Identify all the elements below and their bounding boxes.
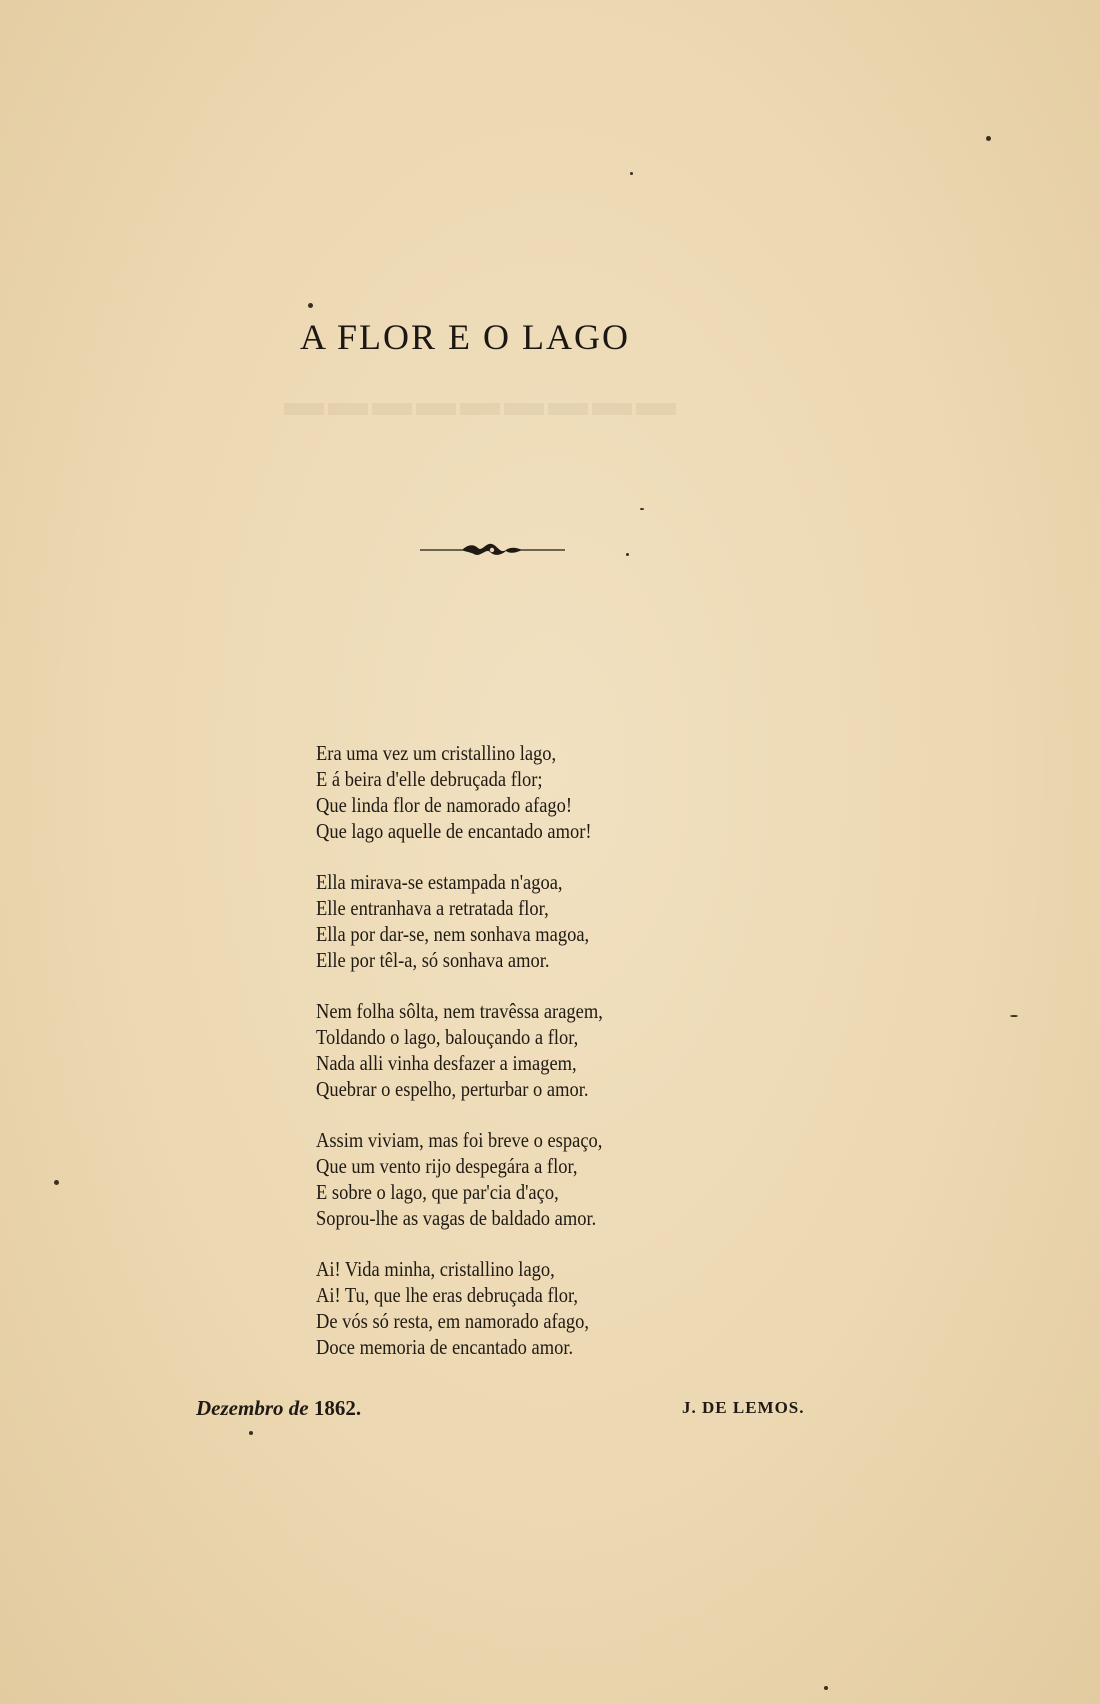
verse-line: Toldando o lago, balouçando a flor, [316, 1025, 579, 1049]
verse-line: Ella por dar-se, nem sonhava magoa, [316, 922, 590, 946]
verse-line: Elle entranhava a retratada flor, [316, 896, 549, 920]
paper-speck [54, 1180, 59, 1185]
date-year: 1862. [313, 1396, 362, 1420]
verse-line: Assim viviam, mas foi breve o espaço, [316, 1128, 603, 1152]
verse-line: Ella mirava-se estampada n'agoa, [316, 870, 563, 894]
stanza [316, 1127, 694, 1231]
stanza [316, 1256, 694, 1360]
verse-line: Que lago aquelle de encantado amor! [316, 819, 592, 843]
poem-title: A FLOR E O LAGO [300, 317, 631, 357]
paper-speck [308, 303, 313, 308]
verse-line: Era uma vez um cristallino lago, [316, 741, 557, 765]
verse-line: Nem folha sôlta, nem travêssa aragem, [316, 999, 603, 1023]
date-month: Dezembro de [196, 1396, 309, 1420]
bleed-through-shadow: ▬▬▬▬▬▬▬▬▬ [280, 380, 676, 424]
verse-line: De vós só resta, em namorado afago, [316, 1309, 590, 1333]
paper-speck [630, 172, 633, 175]
verse-line: Elle por têl-a, só sonhava amor. [316, 948, 550, 972]
paper-speck [986, 136, 991, 141]
decorative-flourish-icon [420, 538, 565, 562]
paper-speck [824, 1686, 828, 1690]
poem-date [196, 1396, 361, 1421]
verse-line: Que linda flor de namorado afago! [316, 793, 573, 817]
verse-line: E sobre o lago, que par'cia d'aço, [316, 1180, 559, 1204]
verse-line: Doce memoria de encantado amor. [316, 1335, 574, 1359]
verse-line: Quebrar o espelho, perturbar o amor. [316, 1077, 589, 1101]
stanza [316, 869, 694, 973]
stanza [316, 998, 694, 1102]
verse-line: E á beira d'elle debruçada flor; [316, 767, 543, 791]
paper-speck [249, 1431, 253, 1435]
stanza [316, 740, 694, 844]
poem-author: J. DE LEMOS. [682, 1398, 805, 1417]
verse-line: Nada alli vinha desfazer a imagem, [316, 1051, 577, 1075]
verse-line: Soprou-lhe as vagas de baldado amor. [316, 1206, 597, 1230]
paper-speck [640, 508, 644, 510]
paper-speck [626, 553, 629, 556]
verse-line: Ai! Vida minha, cristallino lago, [316, 1257, 555, 1281]
poem-body [316, 740, 694, 1385]
verse-line: Que um vento rijo despegára a flor, [316, 1154, 578, 1178]
paper-speck [1010, 1015, 1018, 1017]
verse-line: Ai! Tu, que lhe eras debruçada flor, [316, 1283, 579, 1307]
